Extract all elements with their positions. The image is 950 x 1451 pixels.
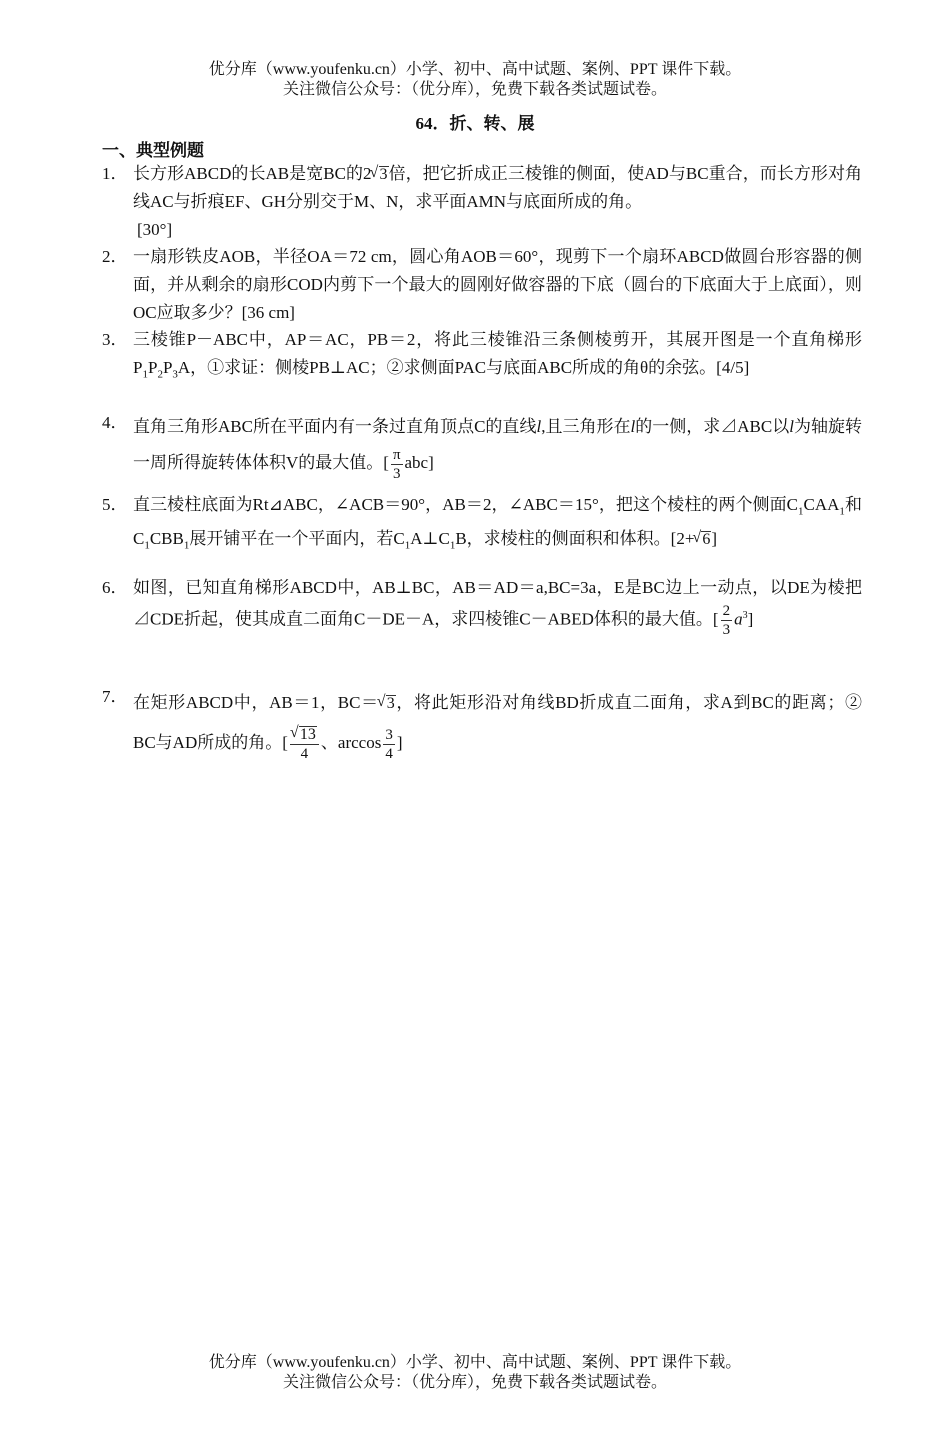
question-number: 2． [102,247,128,266]
fraction-denominator: 4 [385,745,393,762]
footer-line-1: 优分库（www.youfenku.cn）小学、初中、高中试题、案例、PPT 课件下载。 [208,1354,742,1371]
subscript: 1 [798,505,804,518]
subscript: 1 [839,505,845,518]
question-text: ，将此矩形沿对角线BD折成直二面角，求A到BC的距离；② BC与AD所成的角。[ [133,693,862,752]
fraction-denominator: 3 [392,465,401,482]
subscript: 2 [157,368,163,381]
sqrt-expression: √ 3 [386,695,396,712]
question-number: 1． [102,164,128,183]
fraction [383,726,395,763]
question-number: 4． [102,413,128,432]
question-4 [102,409,862,483]
exponent: 3 [742,610,748,621]
question-6 [102,574,862,639]
question-text: 展开铺平在一个平面内，若C [189,529,405,549]
fraction [721,602,733,639]
subscript: 1 [449,539,456,552]
page-footer [0,1353,950,1393]
question-body [133,326,862,388]
question-body: 一扇形铁皮AOB，半径OA＝72 cm，圆心角AOB＝60°，现剪下一个扇环ABCD做圆台形容器的侧面，并从剩余的扇形COD内剪下一个最大的圆刚好做容器的下底（圆台的下底面大于上底面），则OC应取多少？[36 cm] [133,247,862,322]
fraction-denominator: 4 [300,745,309,762]
answer: abc] [404,453,434,472]
question-text: 和C [133,495,862,549]
fraction [290,726,319,763]
question-5 [102,491,862,560]
section-heading: 一、典型例题 [102,141,204,160]
question-body [133,574,862,639]
sqrt-expression: √ 13 [299,726,317,743]
fraction-numerator: π [392,446,401,463]
question-text: P [147,358,158,377]
question-text: ,且三角形在 [541,417,631,436]
fraction-numerator [290,726,319,745]
question-text: 在矩形ABCD中，AB＝1，BC＝ [133,693,379,712]
page-header [0,60,950,100]
question-body [133,683,862,763]
question-text: 三棱锥P－ABC中，AP＝AC，PB＝2，将此三棱锥沿三条侧棱剪开，其展开图是一个直角梯形P [133,330,862,377]
question-text: 为轴旋转一周所得旋转体体积V的最大值。[ [133,417,862,472]
answer: [30°] [137,220,173,239]
math-coefficient: 2 [363,164,372,183]
fraction [391,446,403,483]
question-text: B，求棱柱的侧面积和体积。[2+ [455,529,695,549]
question-text: 直角三角形ABC所在平面内有一条过直角顶点C的直线 [133,417,537,436]
question-number: 6． [102,578,128,597]
question-text: A⊥C [410,529,450,549]
variable-a: a [734,609,743,629]
question-text: A，①求证：侧棱PB⊥AC；②求侧面PAC与底面ABC所成的角θ的余弦。[4/5] [177,358,750,377]
subscript: 1 [142,368,148,381]
sqrt-expression: √ 6 [701,531,711,548]
question-text: 如图，已知直角梯形ABCD中，AB⊥BC，AB＝AD＝a,BC=3a，E是BC边上一动点，以DE为棱把⊿CDE折起，使其成直二面角C－DE－A，求四棱锥C－ABED体积的最大值。[ [133,578,862,629]
question-number: 5． [102,495,128,514]
question-number: 7． [102,687,128,706]
question-text: 倍，把它折成正三棱锥的侧面，使AD与BC重合，而长方形对角线AC与折痕EF、GH分别交于M、N，求平面AMN与底面所成的角。 [133,164,862,211]
question-7 [102,683,862,763]
fraction-numerator: 2 [722,603,731,620]
answer: ] [711,529,718,549]
question-text: 直三棱柱底面为Rt⊿ABC，∠ACB＝90°，AB＝2，∠ABC＝15°，把这个棱柱的两个侧面C [133,495,799,514]
fraction-denominator: 3 [722,622,731,639]
question-3 [102,326,862,388]
footer-line-2: 关注微信公众号：（优分库），免费下载各类试题试卷。 [282,1374,667,1391]
question-text: P [162,358,173,377]
variable-l: l [536,417,542,436]
subscript: 1 [404,539,411,552]
answer: 、arccos [320,733,382,752]
question-body [133,491,862,560]
question-body [133,409,862,483]
question-text: CAA [803,495,840,514]
question-body [133,160,862,244]
subscript: 1 [183,539,190,552]
question-text: CBB [149,529,184,549]
answer: ] [396,733,403,752]
header-line-2: 关注微信公众号：（优分库），免费下载各类试题试卷。 [282,81,667,98]
variable-l: l [630,417,636,436]
question-number: 3． [102,330,128,349]
document-title: 64．折、转、展 [415,114,535,133]
header-line-1: 优分库（www.youfenku.cn）小学、初中、高中试题、案例、PPT 课件下载。 [208,61,742,78]
question-1 [102,160,862,244]
sqrt-expression: √ 3 [379,166,389,183]
subscript: 3 [172,368,178,381]
fraction-numerator: 3 [385,726,393,743]
subscript: 1 [144,539,150,552]
question-text: 长方形ABCD的长AB是宽BC的 [133,164,364,183]
variable-l: l [789,417,794,436]
question-2 [102,243,862,327]
answer: ] [747,609,754,629]
question-text: 的一侧，求⊿ABC以 [635,417,790,436]
